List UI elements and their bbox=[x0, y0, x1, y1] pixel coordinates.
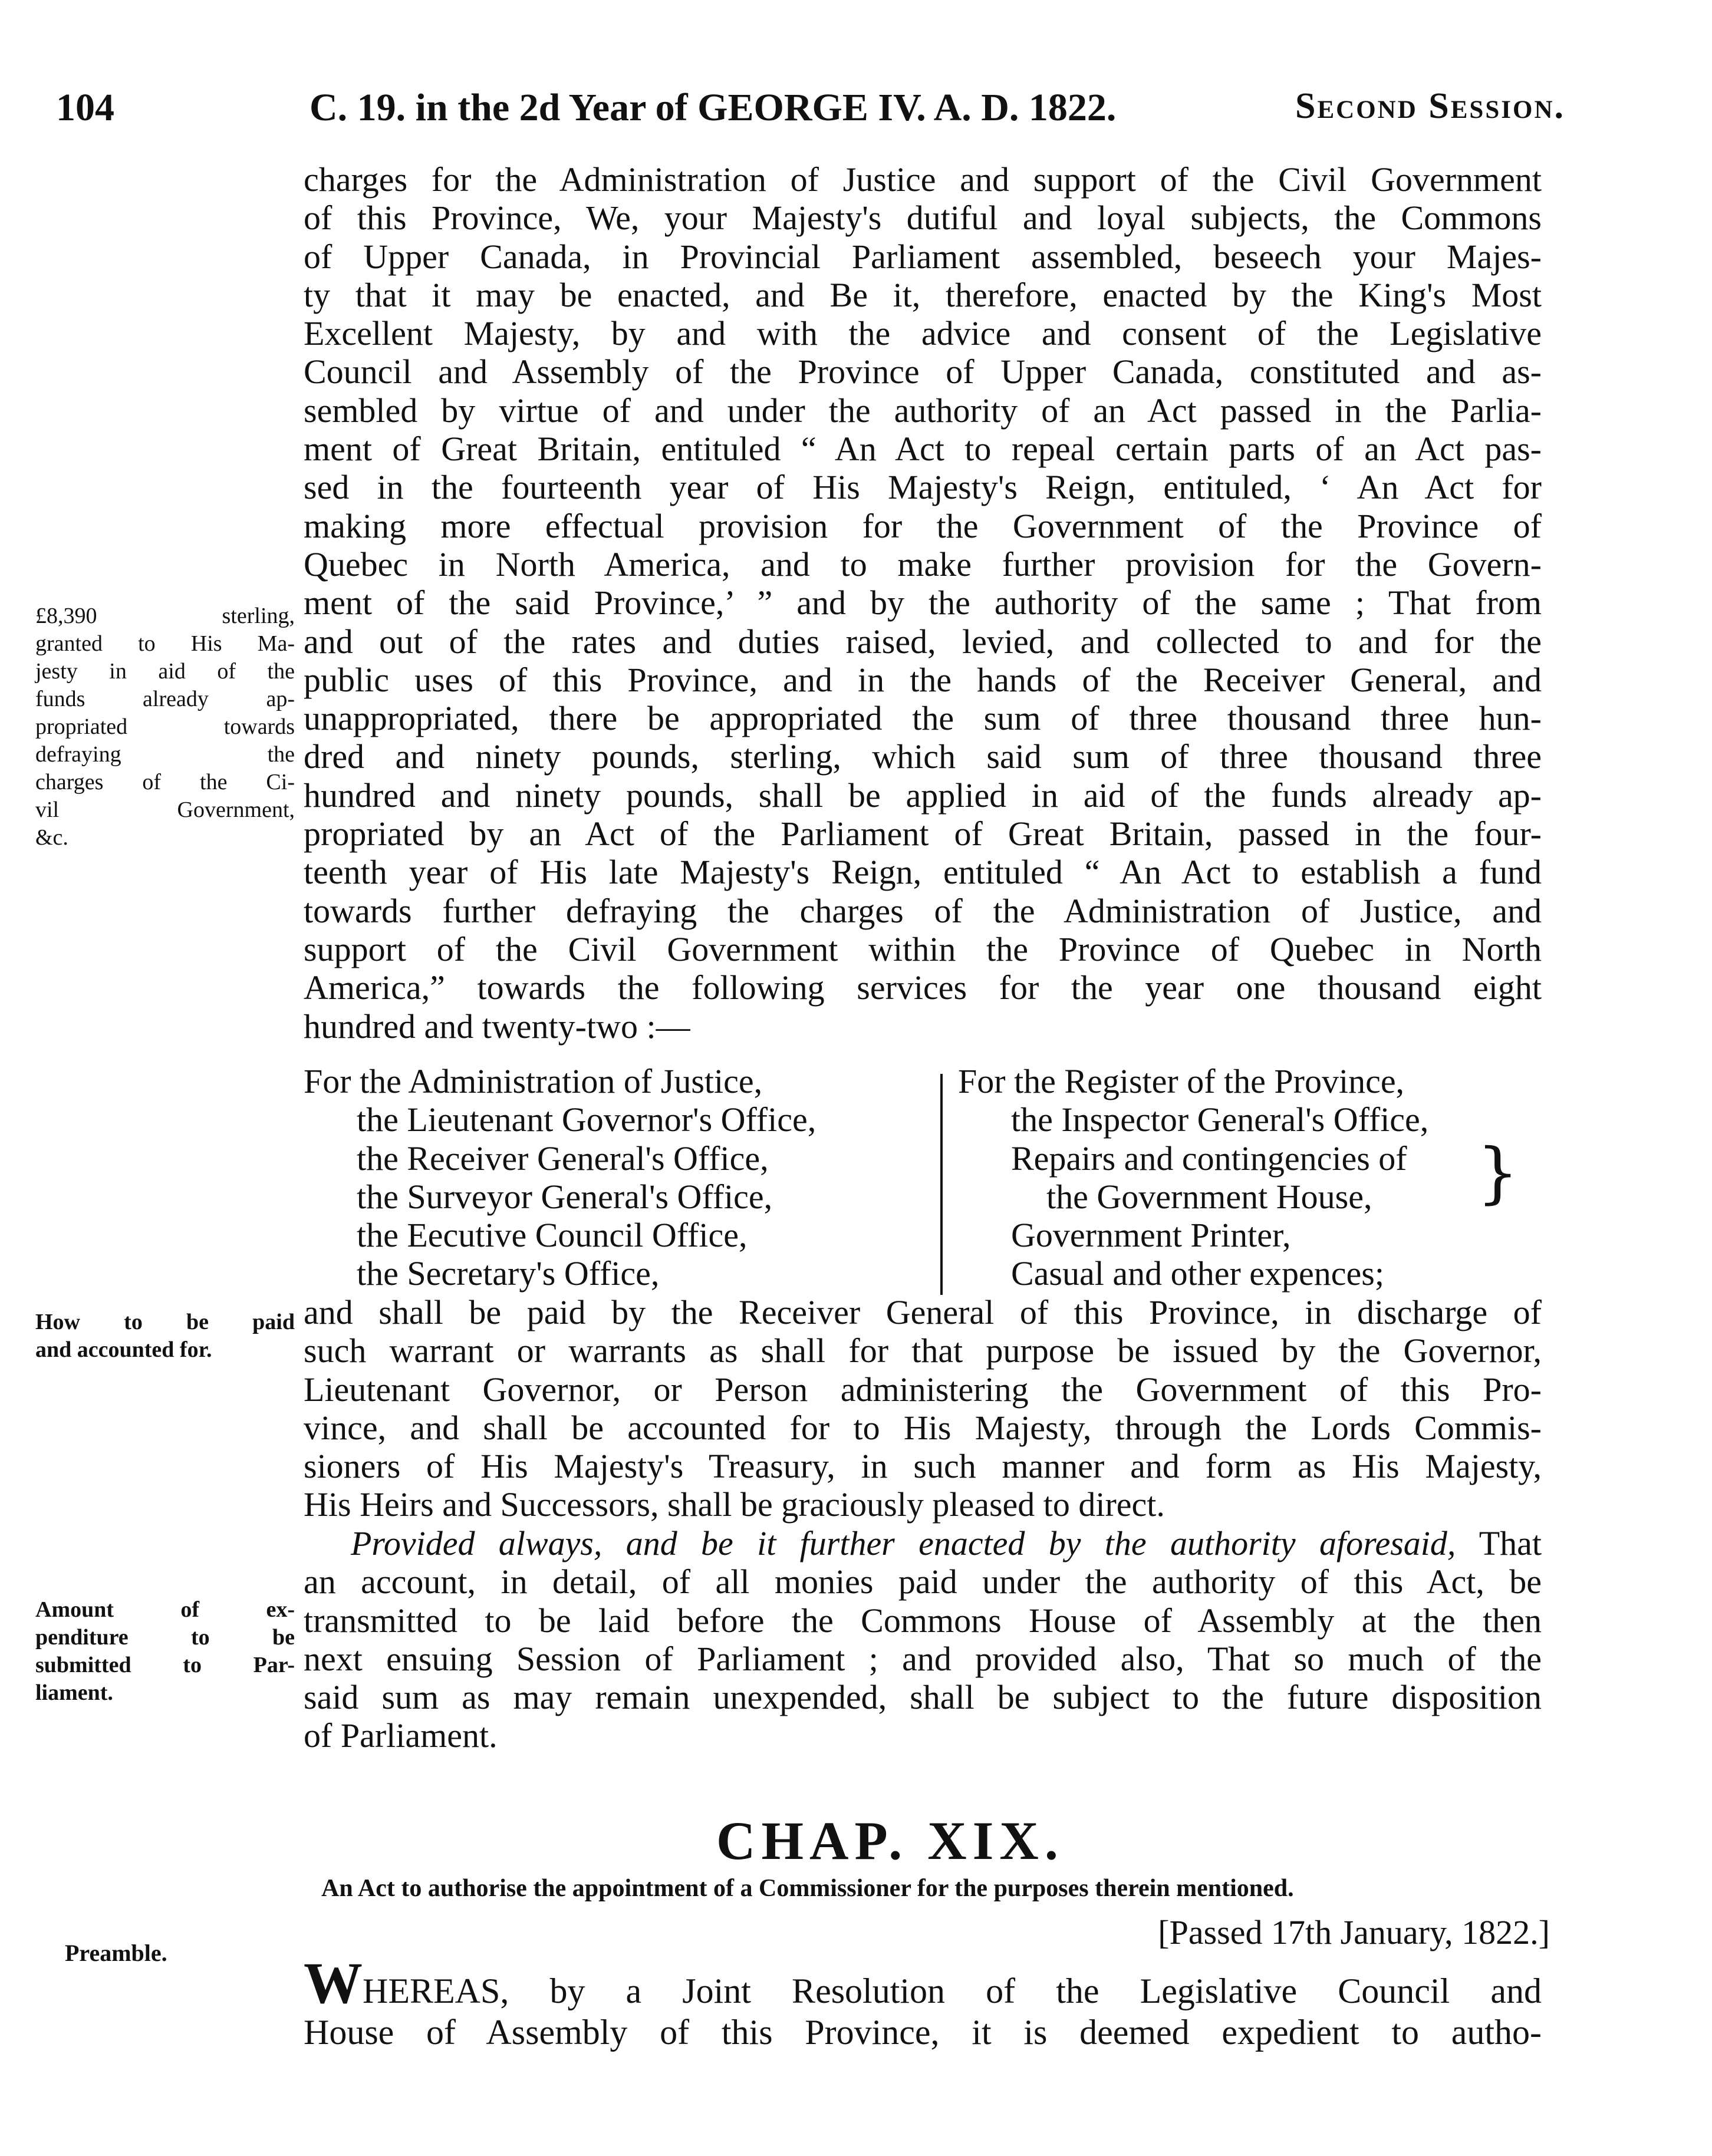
text-line: Excellent Majesty, by and with the advice and consent of the Legislative bbox=[304, 314, 1542, 353]
service-item: the Secretary's Office, bbox=[357, 1254, 660, 1293]
text-line: Quebec in North America, and to make further provision for the Govern- bbox=[304, 545, 1542, 583]
service-item: Casual and other expences; bbox=[1011, 1254, 1384, 1293]
text-line: hundred and ninety pounds, shall be applied in aid of the funds already ap- bbox=[304, 776, 1542, 815]
text-line: next ensuing Session of Parliament ; and provided also, That so much of the bbox=[304, 1639, 1542, 1678]
text-line: sioners of His Majesty's Treasury, in such manner and form as His Majesty, bbox=[304, 1447, 1542, 1486]
service-item: the Inspector General's Office, bbox=[1011, 1100, 1429, 1139]
margin-note-preamble: Preamble. bbox=[65, 1940, 167, 1966]
service-item: For the Administration of Justice, bbox=[304, 1062, 763, 1100]
margin-note-grant bbox=[35, 602, 295, 852]
text-line: teenth year of His late Majesty's Reign, entituled “ An Act to establish a fund bbox=[304, 853, 1542, 892]
text-line: such warrant or warrants as shall for that purpose be issued by the Governor, bbox=[304, 1331, 1542, 1370]
service-item: the Government House, bbox=[1046, 1177, 1372, 1216]
drop-cap: W bbox=[304, 1950, 363, 2016]
text-line: said sum as may remain unexpended, shall be subject to the future disposition bbox=[304, 1678, 1542, 1717]
services-right-column bbox=[958, 1062, 1542, 1293]
text-line: charges for the Administration of Justice and support of the Civil Government bbox=[304, 160, 1542, 199]
text-line: and out of the rates and duties raised, levied, and collected to and for the bbox=[304, 622, 1542, 661]
text-line: of Upper Canada, in Provincial Parliament assembled, beseech your Majes- bbox=[304, 237, 1542, 276]
brace-glyph: } bbox=[1477, 1135, 1519, 1211]
payment-paragraph bbox=[304, 1293, 1542, 1524]
text-line: unappropriated, there be appropriated the sum of three thousand three hun- bbox=[304, 699, 1542, 738]
text-line bbox=[304, 1950, 1542, 2016]
margin-note-line: Amount of ex- bbox=[35, 1597, 295, 1622]
chapter-description: An Act to authorise the appointment of a Commissioner for the purposes therein mentioned. bbox=[321, 1875, 1294, 1902]
running-head-chapter: C. 19. in the 2d Year of GEORGE IV. A. D. 1822. bbox=[310, 86, 1117, 129]
text-line: Lieutenant Governor, or Person administering the Government of this Pro- bbox=[304, 1370, 1542, 1409]
text-line: support of the Civil Government within the Province of Quebec in North bbox=[304, 929, 1542, 968]
margin-note-line: and accounted for. bbox=[35, 1337, 212, 1362]
running-head bbox=[56, 85, 1565, 139]
text-line: hundred and twenty-two :— bbox=[304, 1007, 690, 1046]
margin-note-line: vil Government, bbox=[35, 797, 295, 822]
margin-note-how-paid bbox=[35, 1308, 295, 1364]
text-line: an account, in detail, of all monies paid under the authority of this Act, be bbox=[304, 1562, 1542, 1601]
proviso-italic-lead: Provided always, and be it further enacted by the authority aforesaid, bbox=[351, 1524, 1456, 1562]
services-left-column bbox=[304, 1062, 929, 1293]
text-line: dred and ninety pounds, sterling, which said sum of three thousand three bbox=[304, 737, 1542, 776]
page-number: 104 bbox=[56, 86, 114, 129]
margin-note-line: jesty in aid of the bbox=[35, 659, 295, 684]
text-line: ment of Great Britain, entituled “ An Act to repeal certain parts of an Act pas- bbox=[304, 430, 1542, 469]
text-line: of Parliament. bbox=[304, 1716, 498, 1755]
text-line: Council and Assembly of the Province of Upper Canada, constituted and as- bbox=[304, 352, 1542, 391]
text-line: ment of the said Province,’ ” and by the authority of the same ; That from bbox=[304, 583, 1542, 622]
proviso-paragraph bbox=[304, 1524, 1542, 1755]
margin-note-amount bbox=[35, 1596, 295, 1707]
margin-note-line: submitted to Par- bbox=[35, 1653, 295, 1677]
text-line: sembled by virtue of and under the authority of an Act passed in the Parlia- bbox=[304, 391, 1542, 430]
margin-note-line: How to be paid bbox=[35, 1310, 295, 1334]
margin-note-line: propriated towards bbox=[35, 714, 295, 739]
text-line: and shall be paid by the Receiver General of this Province, in discharge of bbox=[304, 1293, 1542, 1331]
running-head-session: Second Session. bbox=[1295, 86, 1565, 126]
text-line: making more effectual provision for the Government of the Province of bbox=[304, 506, 1542, 545]
preamble-paragraph bbox=[304, 1950, 1542, 2053]
text-line: sed in the fourteenth year of His Majesty's Reign, entituled, ‘ An Act for bbox=[304, 468, 1542, 507]
service-item: Government Printer, bbox=[1011, 1216, 1291, 1255]
service-item: For the Register of the Province, bbox=[958, 1062, 1405, 1100]
service-item: Repairs and contingencies of bbox=[1011, 1139, 1407, 1178]
margin-note-line: charges of the Ci- bbox=[35, 770, 295, 795]
proviso-lead-rest: That bbox=[1456, 1524, 1542, 1562]
text-line: towards further defraying the charges of the Administration of Justice, and bbox=[304, 891, 1542, 930]
service-item: the Lieutenant Governor's Office, bbox=[357, 1100, 817, 1139]
text-line: His Heirs and Successors, shall be graciously pleased to direct. bbox=[304, 1485, 1165, 1524]
margin-note-line: £8,390 sterling, bbox=[35, 604, 295, 628]
text-line: America,” towards the following services for the year one thousand eight bbox=[304, 968, 1542, 1007]
text-line: House of Assembly of this Province, it is deemed expedient to autho- bbox=[304, 2013, 1542, 2052]
text-line: of this Province, We, your Majesty's dutiful and loyal subjects, the Commons bbox=[304, 199, 1542, 238]
passed-date: [Passed 17th January, 1822.] bbox=[1158, 1913, 1550, 1951]
service-item: the Eecutive Council Office, bbox=[357, 1216, 748, 1255]
text-line: transmitted to be laid before the Commons House of Assembly at the then bbox=[304, 1601, 1542, 1640]
text-line bbox=[304, 1524, 1542, 1562]
margin-note-line: granted to His Ma- bbox=[35, 631, 295, 656]
service-item: the Receiver General's Office, bbox=[357, 1139, 769, 1178]
margin-note-line: defraying the bbox=[35, 742, 295, 767]
services-list bbox=[304, 1062, 1542, 1295]
margin-note-line: funds already ap- bbox=[35, 687, 295, 711]
whereas-line-rest: HEREAS, by a Joint Resolution of the Legislative Council and bbox=[363, 1972, 1542, 2010]
text-line: vince, and shall be accounted for to His Majesty, through the Lords Commis- bbox=[304, 1408, 1542, 1447]
chapter-title: CHAP. XIX. bbox=[716, 1811, 1064, 1871]
text-line: public uses of this Province, and in the hands of the Receiver General, and bbox=[304, 660, 1542, 699]
margin-note-line: liament. bbox=[35, 1680, 113, 1705]
text-line: ty that it may be enacted, and Be it, therefore, enacted by the King's Most bbox=[304, 275, 1542, 314]
enacting-paragraph bbox=[304, 160, 1542, 1046]
text-line: propriated by an Act of the Parliament of Great Britain, passed in the four- bbox=[304, 815, 1542, 853]
margin-note-line: penditure to be bbox=[35, 1625, 295, 1650]
service-item: the Surveyor General's Office, bbox=[357, 1177, 773, 1216]
column-divider bbox=[940, 1074, 943, 1295]
margin-note-line: &c. bbox=[35, 825, 68, 850]
